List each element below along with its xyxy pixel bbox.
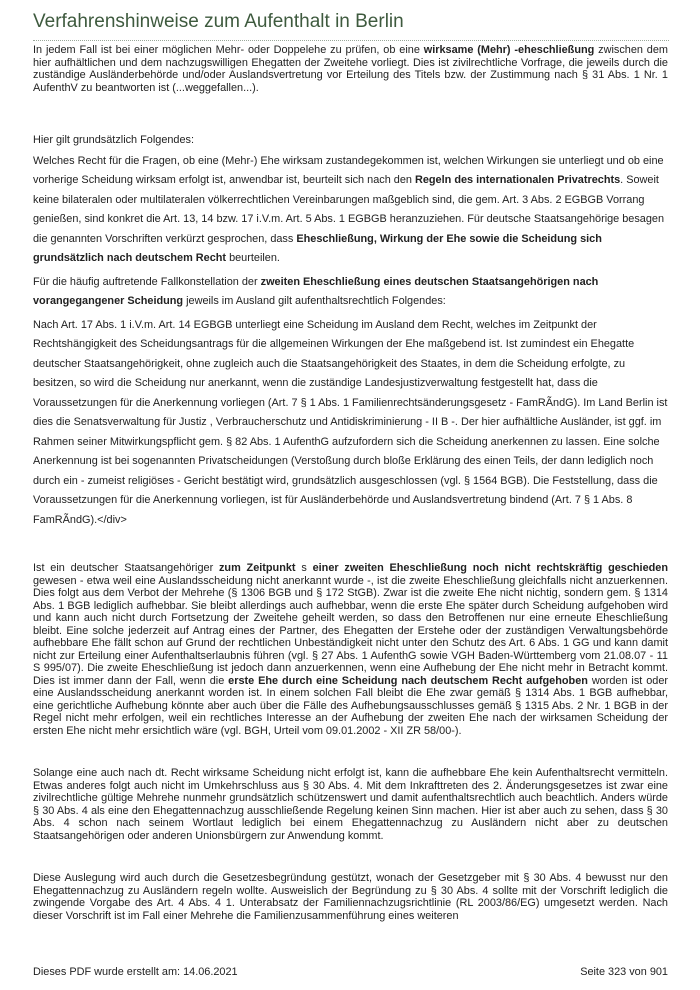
paragraph-4: [33, 273, 668, 312]
paragraph-6-text-b: s: [295, 562, 313, 574]
paragraph-3-text-b: . Soweit keine bilateralen oder multilateralen völkerrechtlichen Vereinbarungen maßgeblich sind, die gem. Art. 3 Abs. 2 EGBGB Vorrang genießen, sind konkret die Art. 13, 14 bzw. 17 i.V.m. Art. 5 Abs. 1 EGBGB heranzuziehen. Für deutsche Staatsangehörige besagen die genannten Vorschriften verkürzt gesprochen, dass: [33, 174, 665, 245]
page-footer: [33, 966, 668, 978]
paragraph-8: Diese Auslegung wird auch durch die Gesetzesbegründung gestützt, wonach der Gesetzgeber mit § 30 Abs. 4 bewusst nur den Ehegattennachzug zu Ausländern regeln wollte. Ausweislich der Begründung zu § 30 Abs. 4 sollte mit der Vorschrift lediglich die zwingende Vorgabe des Art. 4 Abs. 4 1. Unterabsatz der Familiennachzugsrichtlinie (RL 2003/86/EG) umgesetzt werden. Nach dieser Vorschrift ist im Fall einer Mehrehe die Familienzusammenführung eines weiteren: [33, 872, 668, 922]
paragraph-1-bold-a: wirksame (Mehr) -eheschließung: [423, 44, 595, 56]
paragraph-6-text-a: Ist ein deutscher Staatsangehöriger: [33, 562, 219, 574]
paragraph-1-text-b: zwischen dem hier aufhältlichen und dem nachzugswilligen Ehegatten der Zweitehe vorliegt. Dies ist zivilrechtliche Vorfrage, die jeweils durch die zuständige Ausländerbehörde und/oder Auslandsvertretung vor Erteilung des Titels bzw. der Zustimmung nach § 31 Abs. 1 Nr. 1 AufenthV zu beantworten ist (...weggefallen...).: [33, 44, 668, 94]
paragraph-6-bold-a: zum Zeitpunkt: [218, 562, 296, 574]
paragraph-6-text-c: gewesen - etwa weil eine Auslandsscheidung nicht anerkannt wurde -, ist die zweite Eheschließung gleichfalls nicht anzuerkennen. Dies folgt aus dem Verbot der Mehrehe (§ 1306 BGB und § 172 StGB). Zwar ist die zweite Ehe nicht nichtig, sondern gem. § 1314 Abs. 1 BGB lediglich aufhebbar. Sie bleibt allerdings auch aufhebbar, wenn die erste Ehe später durch Scheidung aufgehoben wird und kann auch nicht durch Fortsetzung der Zweitehe geheilt werden, so dass den Betroffenen nur eine erneute Eheschließung bleibt. Eine solche jederzeit auf Antrag eines der Partner, des Ehegatten der Erstehe oder der zuständigen Verwaltungsbehörde aufhebbare Ehe fällt schon auf Grund der rechtlichen Unbeständigkeit nicht unter den Schutz des Art. 6 Abs. 1 GG und kann damit nicht zur Erteilung einer Aufenthaltserlaubnis führen (vgl. § 27 Abs. 1 AufenthG sowie VGH Baden-Württemberg vom 21.08.07 - 11 S 995/07). Die zweite Eheschließung ist jedoch dann anzuerkennen, wenn eine Aufhebung der Ehe nicht mehr in Betracht kommt. Dies ist immer dann der Fall, wenn die: [33, 574, 668, 687]
paragraph-4-bold-a: zweiten Eheschließung eines deutschen Staatsangehörigen nach vorangegangener Scheidung: [33, 275, 599, 307]
page-title: Verfahrenshinweise zum Aufenthalt in Berlin: [33, 10, 669, 41]
paragraph-6: [33, 562, 668, 737]
paragraph-4-text-a: Für die häufig auftretende Fallkonstellation der: [33, 275, 261, 288]
footer-page-number: Seite 323 von 901: [580, 966, 668, 978]
paragraph-5: Nach Art. 17 Abs. 1 i.V.m. Art. 14 EGBGB unterliegt eine Scheidung im Ausland dem Recht, welches im Zeitpunkt der Rechtshängigkeit des Scheidungsantrags für die allgemeinen Wirkungen der Ehe maßgebend ist. Ist zumindest ein Ehegatte deutscher Staatsangehörigkeit, ohne zugleich auch die Staatsangehörigkeit des Staates, in dem die Scheidung erfolgte, zu besitzen, so wird die Scheidung nur anerkannt, wenn die zuständige Landesjustizverwaltung festgestellt hat, dass die Voraussetzungen für die Anerkennung vorliegen (Art. 7 § 1 Abs. 1 Familienrechtsänderungsgesetz - FamRÃndG). Im Land Berlin ist dies die Senatsverwaltung für Justiz , Verbraucherschutz und Antidiskriminierung - II B -. Der hier aufhältliche Ausländer, ist ggf. im Rahmen seiner Mitwirkungspflicht gem. § 82 Abs. 1 AufenthG aufzufordern sich die Scheidung anerkennen zu lassen. Eine solche Anerkennung ist bei sogenannten Privatscheidungen (Verstoßung durch bloße Erklärung des einen Teils, der dann lediglich noch durch ein - zumeist religiöses - Gericht bestätigt wird, grundsätzlich ausgeschlossen (vgl. § 1564 BGB). Die Feststellung, dass die Voraussetzungen für die Anerkennung vorliegen, ist für Ausländerbehörde und Auslandsvertretung bindend (Art. 7 § 1 Abs. 8 FamRÃndG).</div>: [33, 318, 668, 526]
paragraph-2: Hier gilt grundsätzlich Folgendes:: [33, 134, 195, 146]
paragraph-1: [33, 44, 668, 94]
paragraph-4-text-b: jeweils im Ausland gilt aufenthaltsrechtlich Folgendes:: [183, 295, 446, 307]
footer-created-date: Dieses PDF wurde erstellt am: 14.06.2021: [33, 966, 238, 978]
paragraph-6-bold-c: erste Ehe durch eine Scheidung nach deutschem Recht aufgehoben: [228, 674, 588, 687]
paragraph-6-text-d: worden ist oder eine Auslandsscheidung anerkannt worden ist. In einem solchen Fall bleibt die Ehe zwar gemäß § 1314 Abs. 1 BGB aufhebbar, eine gerichtliche Aufhebung könnte aber auch über die Fälle des Aufhebungsausschlusses gemäß § 1315 Abs. 2 Nr. 1 BGB in der Regel nicht mehr erfolgen, weil ein rechtliches Interesse an der Aufhebung der zweiten Ehe nach der wirksamen Scheidung der ersten Ehe nicht mehr ersichtlich wäre (vgl. BGH, Urteil vom 09.01.2002 - XII ZR 58/00-).: [33, 674, 669, 737]
paragraph-3-bold-b: Eheschließung, Wirkung der Ehe sowie die Scheidung sich grundsätzlich nach deutschem Recht: [33, 232, 602, 264]
paragraph-3-text-c: beurteilen.: [226, 252, 280, 264]
paragraph-3-text-a: Welches Recht für die Fragen, ob eine (Mehr-) Ehe wirksam zustandegekommen ist, welchen Wirkungen sie unterliegt und ob eine vorherige Scheidung wirksam erfolgt ist, anwendbar ist, beurteilt sich nach den: [33, 154, 664, 186]
paragraph-7: Solange eine auch nach dt. Recht wirksame Scheidung nicht erfolgt ist, kann die aufhebbare Ehe kein Aufenthaltsrecht vermitteln. Etwas anderes folgt auch nicht im Umkehrschluss aus § 30 Abs. 4. Mit dem Inkrafttreten des 2. Änderungsgesetzes ist zwar eine zivilrechtliche gültige Mehrehe nunmehr grundsätzlich schützenswert und damit aufenthaltsrechtlich auch beachtlich. Anders würde § 30 Abs. 4 als eine den Ehegattennachzug ausschließende Regelung keinen Sinn machen. Hier ist aber auch zu sehen, dass § 30 Abs. 4 schon nach seinem Wortlaut lediglich bei einem Ehegattennachzug zu Ausländern nicht aber zu deutschen Staatsangehörigen oder anderen Unionsbürgern zur Anwendung kommt.: [33, 767, 668, 842]
paragraph-3-bold-a: Regeln des internationalen Privatrechts: [414, 174, 621, 186]
document-body: [33, 44, 668, 922]
paragraph-3: [33, 152, 668, 269]
paragraph-1-text-a: In jedem Fall ist bei einer möglichen Mehr- oder Doppelehe zu prüfen, ob eine: [33, 44, 424, 56]
paragraph-6-bold-b: einer zweiten Eheschließung noch nicht rechtskräftig geschieden: [312, 562, 669, 574]
